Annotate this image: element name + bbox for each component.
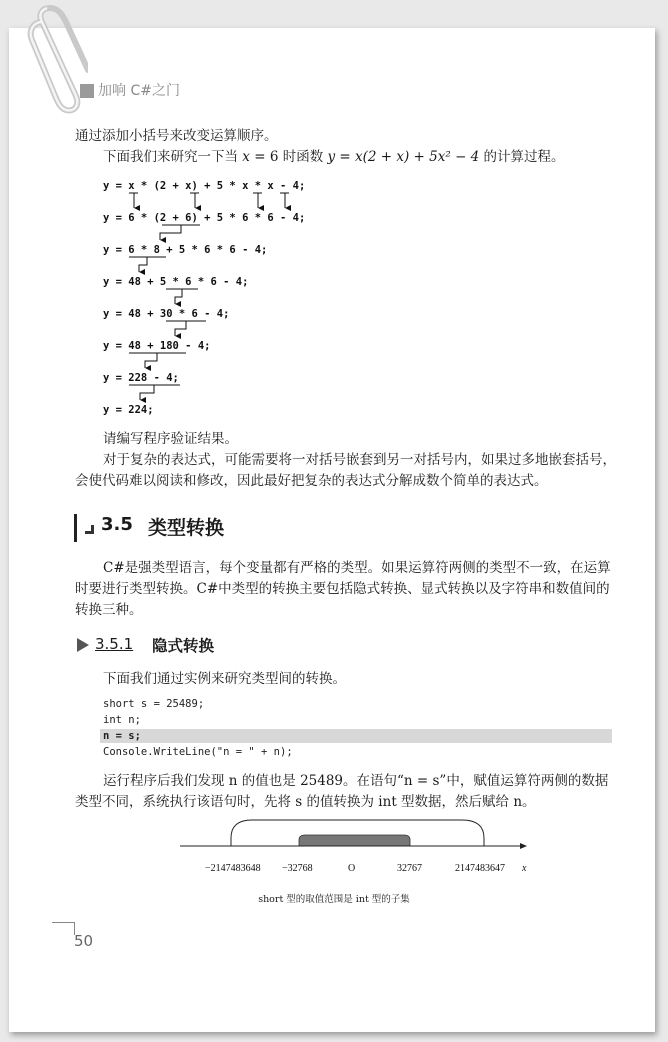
section-number: 3.5 [101,514,133,535]
axis-arrow-icon [520,843,527,849]
paragraph: 时要进行类型转换。C#中类型的转换主要包括隐式转换、显式转换以及字符串和数值间的 [75,581,610,597]
footer-marker [52,922,75,935]
calc-step: y = 48 + 30 * 6 - 4; [103,308,230,320]
range-label: O [348,863,356,874]
calc-step: y = 48 + 5 * 6 * 6 - 4; [103,276,249,288]
paragraph: 下面我们来研究一下当 x = 6 时函数 y = x(2 + x) + 5x² − 4 的计算过程。 [103,149,565,165]
axis-label: x [522,863,527,874]
code-line: int n; [103,714,141,726]
section-title: 类型转换 [148,517,225,539]
paragraph: C#是强类型语言，每个变量都有严格的类型。如果运算符两侧的类型不一致，在运算 [103,560,611,576]
code-line: n = s; [103,730,141,742]
paragraph: 通过添加小括号来改变运算顺序。 [75,128,278,144]
calc-step: y = 6 * (2 + 6) + 5 * 6 * 6 - 4; [103,212,306,224]
paragraph: 请编写程序验证结果。 [103,431,238,447]
subsection-title: 隐式转换 [152,637,215,655]
paragraph: 对于复杂的表达式，可能需要将一对括号嵌套到另一对括号内，如果过多地嵌套括号， [103,452,616,468]
calc-step: y = x * (2 + x) + 5 * x * x - 4; [103,180,306,192]
paragraph: 类型不同，系统执行该语句时，先将 s 的值转换为 int 型数据，然后赋给 n。 [75,794,536,810]
calc-step: y = 6 * 8 + 5 * 6 * 6 - 4; [103,244,268,256]
range-label: 32767 [397,863,422,874]
function-formula: y = x(2 + x) + 5x² − 4 [327,149,480,165]
code-line: Console.WriteLine("n = " + n); [103,746,293,758]
range-label: −32768 [282,863,313,874]
running-title: 加响 C#之门 [98,83,180,99]
paragraph: 下面我们通过实例来研究类型间的转换。 [103,671,346,687]
calc-step: y = 224; [103,404,154,416]
figure-caption: short 型的取值范围是 int 型的子集 [258,894,410,905]
short-range-bar [299,835,410,846]
subsection-number: 3.5.1 [95,635,134,653]
calc-step: y = 48 + 180 - 4; [103,340,211,352]
code-line: short s = 25489; [103,698,205,710]
paragraph: 转换三种。 [75,602,143,618]
paragraph: 运行程序后我们发现 n 的值也是 25489。在语句“n = s”中，赋值运算符两侧的数据 [103,773,609,789]
page-number: 50 [74,932,94,950]
range-label: −2147483648 [205,863,261,874]
range-label: 2147483647 [455,863,505,874]
paragraph: 会使代码难以阅读和修改，因此最好把复杂的表达式分解成数个简单的表达式。 [75,473,548,489]
calc-step: y = 228 - 4; [103,372,179,384]
